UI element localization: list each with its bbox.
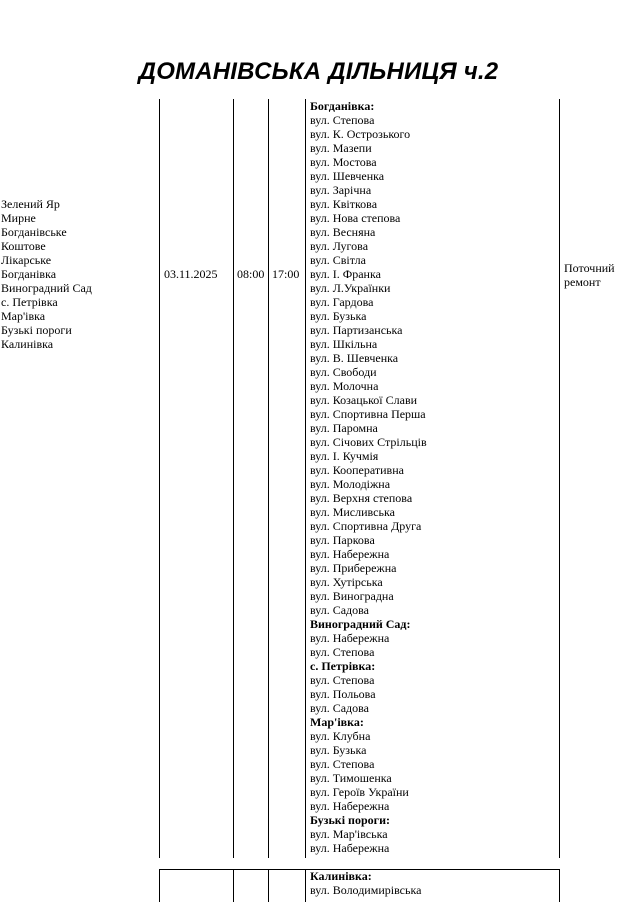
streets-cell-row2 bbox=[310, 869, 421, 897]
street-list-item: вул. Прибережна bbox=[310, 561, 397, 575]
street-list-item: вул. Козацької Слави bbox=[310, 393, 418, 407]
street-list-item: вул. Мостова bbox=[310, 155, 377, 169]
settlement-list-item: Богданівське bbox=[1, 225, 67, 239]
work-type-item: ремонт bbox=[564, 275, 601, 289]
street-list-item: вул. Тимошенка bbox=[310, 771, 392, 785]
street-list-item: вул. Бузька bbox=[310, 309, 367, 323]
work-type-cell bbox=[564, 261, 615, 289]
street-list-item: вул. Садова bbox=[310, 701, 369, 715]
street-list-item: вул. Степова bbox=[310, 645, 375, 659]
street-list-item: вул. Мар'івська bbox=[310, 827, 388, 841]
table-border-4 bbox=[305, 99, 306, 858]
street-list-item: вул. Степова bbox=[310, 673, 375, 687]
table-border-10 bbox=[559, 869, 560, 902]
street-list-item: вул. Клубна bbox=[310, 729, 371, 743]
street-list-item: вул. Набережна bbox=[310, 547, 390, 561]
table-border-5 bbox=[559, 99, 560, 858]
street-list-item: вул. Гардова bbox=[310, 295, 374, 309]
settlement-list-item: Коштове bbox=[1, 239, 46, 253]
street-list-item: вул. К. Острозького bbox=[310, 127, 411, 141]
street-list-item: вул. Мисливська bbox=[310, 505, 395, 519]
street-list-item: вул. Квіткова bbox=[310, 197, 378, 211]
settlement-list-item: Мар'івка bbox=[1, 309, 46, 323]
street-list-settlement-heading: Мар'івка: bbox=[310, 715, 364, 729]
street-list-item: вул. Нова степова bbox=[310, 211, 401, 225]
street-list-item: вул. Степова bbox=[310, 113, 375, 127]
street-list-item: вул. Зарічна bbox=[310, 183, 372, 197]
table-border-6 bbox=[159, 869, 160, 902]
street-list-item: вул. Хутірська bbox=[310, 575, 383, 589]
street-list-item: вул. Кооперативна bbox=[310, 463, 404, 477]
street-list-item: вул. Спортивна Друга bbox=[310, 519, 422, 533]
street-list-settlement-heading: Бузькі пороги: bbox=[310, 813, 390, 827]
street-list-item: вул. Шкільна bbox=[310, 337, 378, 351]
street-list-settlement-heading: с. Петрівка: bbox=[310, 659, 376, 673]
table-border-3 bbox=[268, 99, 269, 858]
street-list-item: вул. Набережна bbox=[310, 841, 390, 855]
settlements-cell bbox=[1, 197, 92, 351]
street-list-item: вул. В. Шевченка bbox=[310, 351, 399, 365]
settlement-list-item: Зелений Яр bbox=[1, 197, 60, 211]
street-list-item: вул. Героїв України bbox=[310, 785, 409, 799]
street-list-item: вул. Польова bbox=[310, 687, 376, 701]
street-list-item: вул. Набережна bbox=[310, 631, 390, 645]
street-list-item: вул. І. Франка bbox=[310, 267, 381, 281]
street-list-item: вул. Виноградна bbox=[310, 589, 394, 603]
settlement-list-item: Калинівка bbox=[1, 337, 54, 351]
street-list-item: вул. Свободи bbox=[310, 365, 377, 379]
street-list-item: вул. Спортивна Перша bbox=[310, 407, 426, 421]
street-list-item: вул. Бузька bbox=[310, 743, 367, 757]
settlement-list-item: Лікарське bbox=[1, 253, 52, 267]
street-list-item: вул. Мазепи bbox=[310, 141, 372, 155]
time-to-cell: 17:00 bbox=[272, 267, 300, 281]
table-border-1 bbox=[159, 99, 160, 858]
street-list-item: вул. Л.Українки bbox=[310, 281, 391, 295]
streets-cell bbox=[310, 99, 427, 855]
street-list-settlement-heading: Калинівка: bbox=[310, 869, 372, 883]
street-list-item: вул. Набережна bbox=[310, 799, 390, 813]
settlement-list-item: Бузькі пороги bbox=[1, 323, 72, 337]
table-border-9 bbox=[305, 869, 306, 902]
street-list-item: вул. Паркова bbox=[310, 533, 375, 547]
street-list-item: вул. Володимирівська bbox=[310, 883, 422, 897]
street-list-item: вул. Шевченка bbox=[310, 169, 385, 183]
settlement-list-item: Виноградний Сад bbox=[1, 281, 92, 295]
street-list-item: вул. Світла bbox=[310, 253, 366, 267]
work-type-item: Поточний bbox=[564, 261, 615, 275]
street-list-item: вул. Лугова bbox=[310, 239, 369, 253]
table-border-2 bbox=[233, 99, 234, 858]
street-list-item: вул. Садова bbox=[310, 603, 369, 617]
street-list-settlement-heading: Богданівка: bbox=[310, 99, 375, 113]
street-list-item: вул. Верхня степова bbox=[310, 491, 413, 505]
time-from-cell: 08:00 bbox=[237, 267, 265, 281]
settlement-list-item: Мирне bbox=[1, 211, 36, 225]
settlement-list-item: с. Петрівка bbox=[1, 295, 58, 309]
table-border-7 bbox=[233, 869, 234, 902]
street-list-item: вул. Весняна bbox=[310, 225, 376, 239]
page-title: ДОМАНІВСЬКА ДІЛЬНИЦЯ ч.2 bbox=[138, 58, 499, 85]
settlement-list-item: Богданівка bbox=[1, 267, 57, 281]
table-border-8 bbox=[268, 869, 269, 902]
street-list-item: вул. І. Кучмія bbox=[310, 449, 379, 463]
street-list-item: вул. Січових Стрільців bbox=[310, 435, 427, 449]
street-list-item: вул. Степова bbox=[310, 757, 375, 771]
street-list-item: вул. Паромна bbox=[310, 421, 378, 435]
street-list-item: вул. Партизанська bbox=[310, 323, 403, 337]
street-list-item: вул. Молодіжна bbox=[310, 477, 391, 491]
street-list-settlement-heading: Виноградний Сад: bbox=[310, 617, 411, 631]
street-list-item: вул. Молочна bbox=[310, 379, 379, 393]
date-cell: 03.11.2025 bbox=[164, 267, 218, 281]
